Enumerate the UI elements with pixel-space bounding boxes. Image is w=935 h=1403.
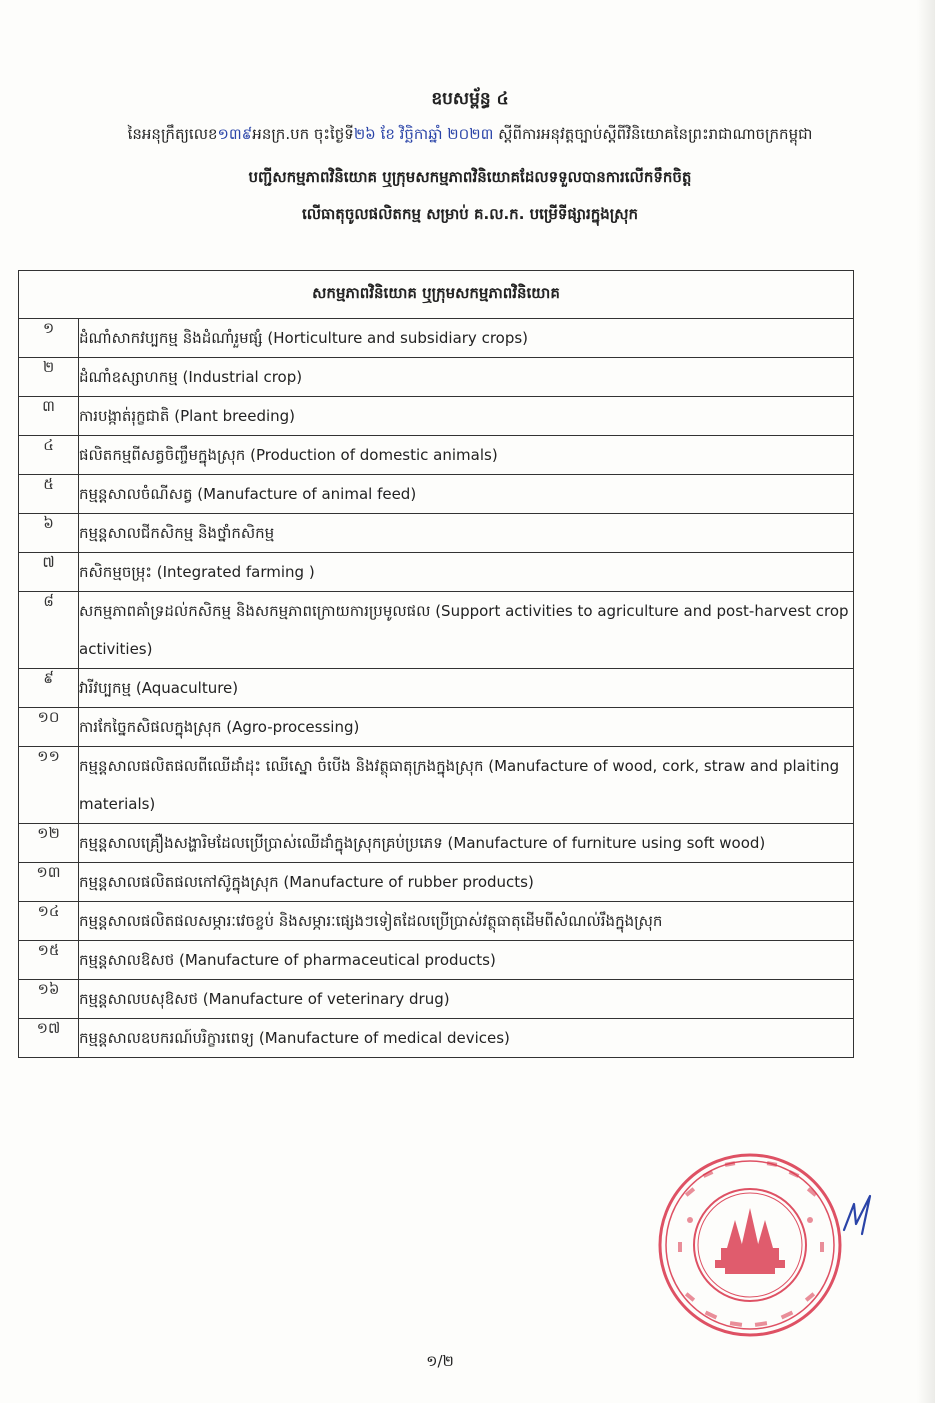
table-row [19, 941, 854, 980]
list-title-line2: លើធាតុចូលផលិតកម្ម សម្រាប់ គ.ល.ក. បម្រើទីផ្សារក្នុងស្រុក [301, 205, 639, 223]
annex-title: ឧបសម្ព័ន្ធ ៤ [431, 89, 509, 109]
table-row [19, 980, 854, 1019]
list-title-line1: បញ្ជីសកម្មភាពវិនិយោគ ឬក្រុមសកម្មភាពវិនិយោគដែលទទួលបានការលើកទឹកចិត្ត [248, 168, 692, 186]
row-number: ២ [19, 358, 79, 397]
table-row [19, 902, 854, 941]
page-edge [917, 0, 935, 1403]
table-row [19, 319, 854, 358]
signature-mark [840, 1190, 880, 1240]
row-number: ៨ [19, 592, 79, 669]
row-number: ៩ [19, 669, 79, 708]
table-row [19, 863, 854, 902]
row-activity: កម្មន្តសាលគ្រឿងសង្ហារិមដែលប្រើប្រាស់ឈើដាំក្នុងស្រុកគ្រប់ប្រភេទ (Manufacture of furniture using soft wood) [79, 824, 854, 863]
table-row [19, 669, 854, 708]
row-activity: ដំណាំសាកវប្បកម្ម និងដំណាំរួមផ្សំ (Horticulture and subsidiary crops) [79, 319, 854, 358]
table-row [19, 475, 854, 514]
table-row [19, 514, 854, 553]
table-row [19, 824, 854, 863]
row-number: ១១ [19, 747, 79, 824]
decree-number-handwritten: ១៣៩ [217, 125, 253, 143]
row-activity: កម្មន្តសាលផលិតផលពីឈើដាំដុះ ឈើស្នោ ចំបើង និងវត្ថុធាតុក្រងក្នុងស្រុក (Manufacture of wood, cork, straw and plaiting materials) [79, 747, 854, 824]
row-number: ៧ [19, 553, 79, 592]
row-number: ១៥ [19, 941, 79, 980]
row-number: ១៣ [19, 863, 79, 902]
row-activity: សកម្មភាពគាំទ្រដល់កសិកម្ម និងសកម្មភាពក្រោយការប្រមូលផល (Support activities to agriculture and post-harvest crop activities) [79, 592, 854, 669]
row-activity: ដំណាំឧស្សាហកម្ម (Industrial crop) [79, 358, 854, 397]
row-activity: កម្មន្តសាលចំណីសត្វ (Manufacture of animal feed) [79, 475, 854, 514]
row-activity: កម្មន្តសាលឱសថ (Manufacture of pharmaceutical products) [79, 941, 854, 980]
decree-mid: អនក្រ.បក ចុះថ្ងៃទី [252, 125, 354, 143]
table-row [19, 592, 854, 669]
activities-table [18, 270, 854, 1058]
table-row [19, 397, 854, 436]
row-number: ៦ [19, 514, 79, 553]
decree-year: ឆ្នាំ ២០២៣ [428, 125, 494, 143]
decree-suffix: ស្ដីពីការអនុវត្តច្បាប់ស្ដីពីវិនិយោគនៃព្រះរាជាណាចក្រកម្ពុជា [493, 125, 813, 143]
decree-prefix: នៃអនុក្រឹត្យលេខ [127, 125, 218, 143]
row-activity: ការកែច្នៃកសិផលក្នុងស្រុក (Agro-processing) [79, 708, 854, 747]
table-header: សកម្មភាពវិនិយោគ ឬក្រុមសកម្មភាពវិនិយោគ [19, 271, 854, 319]
row-activity: កម្មន្តសាលផលិតផលសម្ភារៈវេចខ្ចប់ និងសម្ភារៈផ្សេងៗទៀតដែលប្រើប្រាស់វត្ថុធាតុដើមពីសំណល់រឹងក្នុងស្រុក [79, 902, 854, 941]
row-activity: វារីវប្បកម្ម (Aquaculture) [79, 669, 854, 708]
row-number: ១២ [19, 824, 79, 863]
table-row [19, 1019, 854, 1058]
row-activity: កម្មន្តសាលឧបករណ៍បរិក្ខារពេទ្យ (Manufacture of medical devices) [79, 1019, 854, 1058]
row-activity: កម្មន្តសាលផលិតផលកៅស៊ូក្នុងស្រុក (Manufacture of rubber products) [79, 863, 854, 902]
row-activity: កម្មន្តសាលបសុឱសថ (Manufacture of veterinary drug) [79, 980, 854, 1019]
row-activity: ផលិតកម្មពីសត្វចិញ្ចឹមក្នុងស្រុក (Production of domestic animals) [79, 436, 854, 475]
angkor-temple-icon [715, 1208, 785, 1274]
row-activity: កសិកម្មចម្រុះ (Integrated farming ) [79, 553, 854, 592]
table-row [19, 747, 854, 824]
row-number: ១៤ [19, 902, 79, 941]
table-row [19, 708, 854, 747]
row-activity: ការបង្កាត់រុក្ខជាតិ (Plant breeding) [79, 397, 854, 436]
row-number: ១០ [19, 708, 79, 747]
row-number: ១៧ [19, 1019, 79, 1058]
row-number: ១ [19, 319, 79, 358]
decree-reference [40, 125, 900, 147]
row-number: ១៦ [19, 980, 79, 1019]
table-row [19, 358, 854, 397]
page-number: ១/២ [426, 1352, 454, 1370]
row-activity: កម្មន្តសាលជីកសិកម្ម និងថ្នាំកសិកម្ម [79, 514, 854, 553]
row-number: ៤ [19, 436, 79, 475]
table-row [19, 436, 854, 475]
table-row [19, 553, 854, 592]
decree-date-handwritten: ២៦ ខែ វិច្ឆិកា [353, 125, 429, 143]
row-number: ៣ [19, 397, 79, 436]
official-seal-stamp [655, 1150, 845, 1340]
row-number: ៥ [19, 475, 79, 514]
